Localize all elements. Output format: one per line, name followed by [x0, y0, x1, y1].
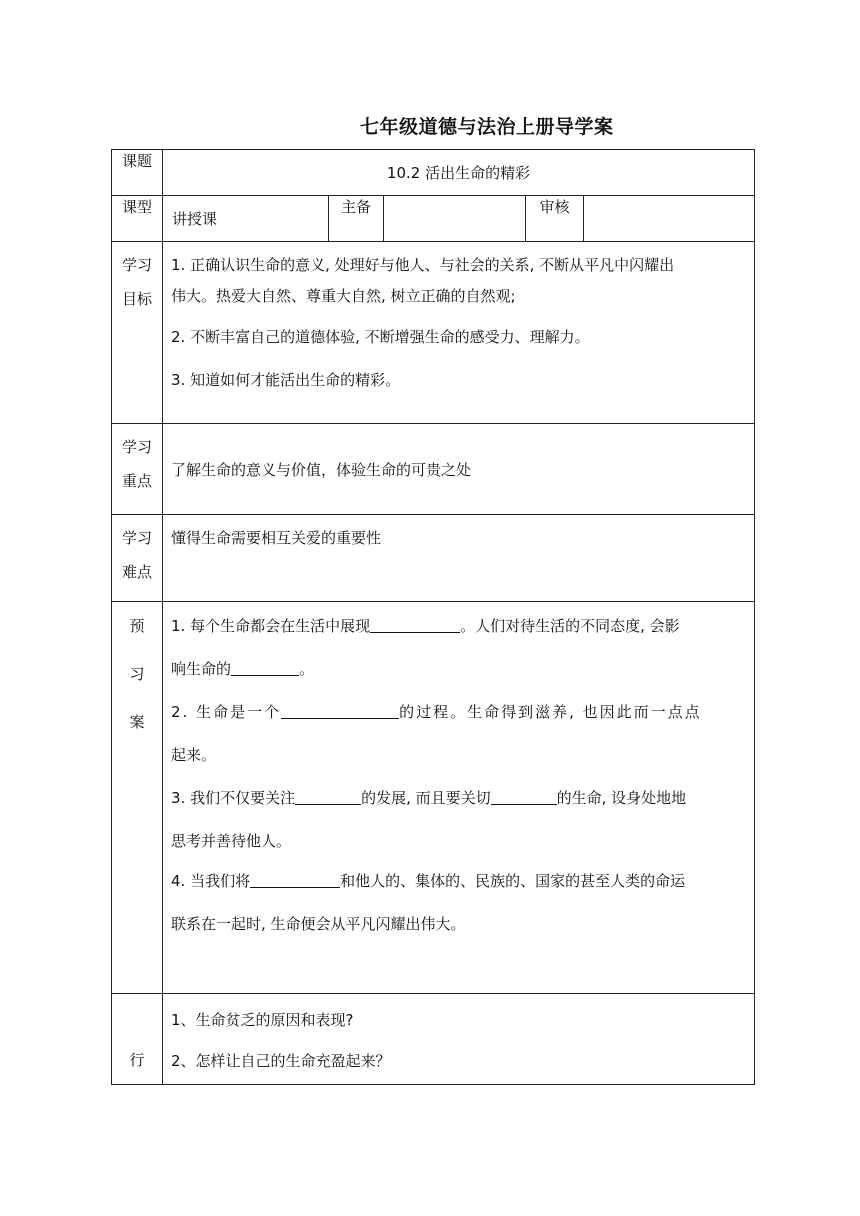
document-title: 七年级道德与法治上册导学案: [360, 116, 614, 138]
key-points-label: 学习 重点: [112, 424, 163, 515]
difficulties-text: 懂得生命需要相互关爱的重要性: [171, 529, 382, 547]
topic-label: 课题: [112, 150, 163, 196]
lead-label: 主备: [329, 196, 384, 242]
preview-q3-line1: 3. 我们不仅要关注 的发展, 而且要关切 的生命, 设身处地地: [171, 789, 687, 807]
goals-content: [163, 242, 755, 424]
review-value: [584, 196, 755, 242]
preview-q2-line1: 2. 生命是一个 的过程。生命得到滋养, 也因此而一点点: [171, 703, 702, 721]
goal-line-3: 2. 不断丰富自己的道德体验, 不断增强生命的感受力、理解力。: [171, 328, 590, 346]
topic-row: [112, 150, 755, 196]
goals-row: [112, 242, 755, 424]
answer-blank[interactable]: [491, 788, 557, 805]
goal-line-4: 3. 知道如何才能活出生命的精彩。: [171, 371, 401, 389]
topic-value: 10.2 活出生命的精彩: [163, 150, 755, 196]
type-label: 课型: [112, 196, 163, 242]
difficulties-content: [163, 515, 755, 602]
preview-q1-line1: 1. 每个生命都会在生活中展现 。人们对待生活的不同态度, 会影: [171, 617, 680, 635]
key-points-row: [112, 424, 755, 515]
preview-q1-line2: 响生命的 。: [171, 660, 315, 678]
review-label: 审核: [526, 196, 584, 242]
goal-line-1: 1. 正确认识生命的意义, 处理好与他人、与社会的关系, 不断从平凡中闪耀出: [171, 256, 675, 274]
practice-q2: 2、怎样让自己的生命充盈起来？: [171, 1052, 391, 1070]
practice-label: 行: [112, 994, 163, 1085]
preview-q3-line2: 思考并善待他人。: [171, 832, 292, 850]
type-value: 讲授课: [163, 196, 329, 242]
practice-content: [163, 994, 755, 1085]
difficulties-row: [112, 515, 755, 602]
difficulties-label: 学习 难点: [112, 515, 163, 602]
answer-blank[interactable]: [370, 616, 460, 633]
preview-q4-line2: 联系在一起时, 生命便会从平凡闪耀出伟大。: [171, 915, 466, 933]
practice-row: [112, 994, 755, 1085]
key-points-text: 了解生命的意义与价值，体验生命的可贵之处: [171, 460, 472, 479]
lesson-info-row: [112, 196, 755, 242]
preview-q2-line2: 起来。: [171, 746, 217, 764]
answer-blank[interactable]: [231, 659, 299, 676]
preview-row: [112, 602, 755, 994]
preview-label: 预 习 案: [112, 602, 163, 994]
preview-content: [163, 602, 755, 994]
answer-blank[interactable]: [281, 702, 399, 719]
lead-value: [384, 196, 526, 242]
preview-q4-line1: 4. 当我们将 和他人的、集体的、民族的、国家的甚至人类的命运: [171, 872, 686, 890]
goal-line-2: 伟大。热爱大自然、尊重大自然, 树立正确的自然观;: [171, 287, 516, 305]
practice-q1: 1、生命贫乏的原因和表现?: [171, 1011, 354, 1029]
answer-blank[interactable]: [250, 871, 340, 888]
answer-blank[interactable]: [295, 788, 361, 805]
study-plan-table: [111, 149, 755, 1085]
goals-label: 学习 目标: [112, 242, 163, 424]
key-points-content: [163, 424, 755, 515]
